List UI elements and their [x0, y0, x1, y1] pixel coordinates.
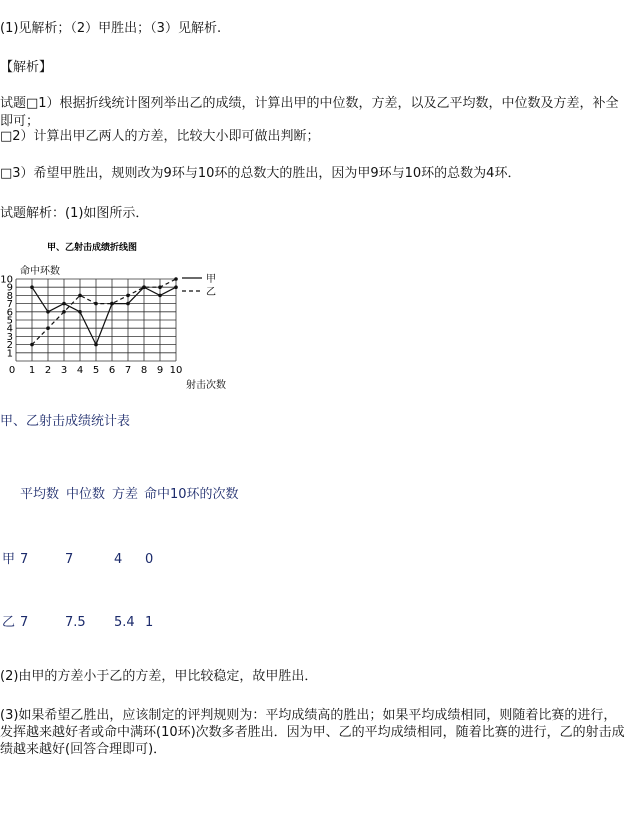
legend-layer [182, 273, 216, 298]
chart-title: 甲、乙射击成绩折线图 [46, 243, 138, 253]
x-tick-label: 10 [169, 365, 183, 376]
y-tick-label: 1 [6, 348, 13, 360]
analysis-heading: 【解析】 [0, 60, 53, 75]
y-tick-label: 4 [6, 323, 13, 335]
conclusion-2: (2)由甲的方差小于乙的方差，甲比较稳定，故甲胜出． [0, 669, 318, 684]
data-point [94, 302, 98, 306]
data-point [94, 343, 98, 347]
solution-intro: 试题解析：(1)如图所示． [0, 206, 149, 221]
y-tick-label: 9 [6, 282, 13, 294]
y-tick-label: 6 [6, 307, 13, 319]
line-chart [0, 236, 250, 396]
table-title: 甲、乙射击成绩统计表 [0, 414, 131, 429]
table-cell: 7.5 [65, 615, 86, 630]
y-tick-label: 5 [6, 315, 13, 327]
data-point [30, 343, 34, 347]
x-tick-label: 6 [108, 365, 116, 376]
x-tick-label: 9 [156, 365, 164, 376]
table-cell: 4 [114, 552, 123, 567]
series-line-jia [32, 287, 176, 344]
data-point [62, 310, 66, 314]
data-point [158, 285, 162, 289]
data-point [30, 285, 34, 289]
data-point [78, 310, 82, 314]
table-cell: 7 [20, 615, 29, 630]
analysis-paragraph-2: □2）计算出甲乙两人的方差，比较大小即可做出判断； [0, 129, 320, 144]
legend-label: 乙 [206, 287, 216, 298]
table-header-median: 中位数 [66, 487, 106, 502]
data-point [174, 277, 178, 281]
answers-line: (1)见解析；（2）甲胜出；（3）见解析. [0, 21, 222, 36]
analysis-paragraph-1: 试题□1）根据折线统计图列举出乙的成绩，计算出甲的中位数，方差，以及乙平均数，中位数及方差，补全即可； [0, 96, 619, 129]
line-chart-svg [0, 236, 250, 396]
x-axis-label: 射击次数 [186, 380, 226, 391]
x-tick-label: 8 [140, 365, 148, 376]
table-cell: 1 [145, 615, 154, 630]
x-tick-label: 4 [76, 365, 84, 376]
data-point [126, 302, 130, 306]
x-tick-label: 0 [8, 365, 16, 376]
x-tick-label: 3 [60, 365, 68, 376]
table-cell: 5.4 [114, 615, 135, 630]
data-point [126, 294, 130, 298]
table-row-label: 甲 [2, 552, 16, 567]
analysis-paragraph-3: □3）希望甲胜出，规则改为9环与10环的总数大的胜出，因为甲9环与10环的总数为4环． [0, 166, 521, 181]
y-tick-label: 2 [6, 340, 13, 352]
y-tick-label: 10 [0, 274, 13, 286]
table-cell: 7 [20, 552, 29, 567]
y-tick-label: 7 [6, 299, 13, 311]
y-tick-label: 3 [6, 331, 13, 343]
x-tick-label: 1 [28, 365, 36, 376]
data-point [46, 326, 50, 330]
data-point [142, 285, 146, 289]
table-header-mean: 平均数 [20, 487, 60, 502]
conclusion-3: (3)如果希望乙胜出，应该制定的评判规则为：平均成绩高的胜出；如果平均成绩相同，则随着比赛的进行，发挥越来越好者或命中满环(10环)次数多者胜出．因为甲、乙的平均成绩相同，随着比赛的进行，乙的射击成绩越来越好(回答合理即可)． [0, 708, 625, 757]
table-header-ten-ring-count: 命中10环的次数 [144, 487, 239, 502]
table-cell: 0 [145, 552, 154, 567]
y-axis-label: 命中环数 [20, 266, 60, 277]
data-point [62, 302, 66, 306]
table-cell: 7 [65, 552, 74, 567]
data-point [110, 302, 114, 306]
legend-label: 甲 [206, 274, 216, 285]
data-point [46, 310, 50, 314]
x-tick-label: 5 [92, 365, 100, 376]
x-tick-label: 7 [124, 365, 132, 376]
data-point [78, 294, 82, 298]
x-tick-label: 2 [44, 365, 52, 376]
table-header-variance: 方差 [112, 487, 139, 502]
table-row-label: 乙 [2, 615, 16, 630]
data-point [174, 285, 178, 289]
data-point [158, 294, 162, 298]
y-tick-label: 8 [6, 290, 13, 302]
